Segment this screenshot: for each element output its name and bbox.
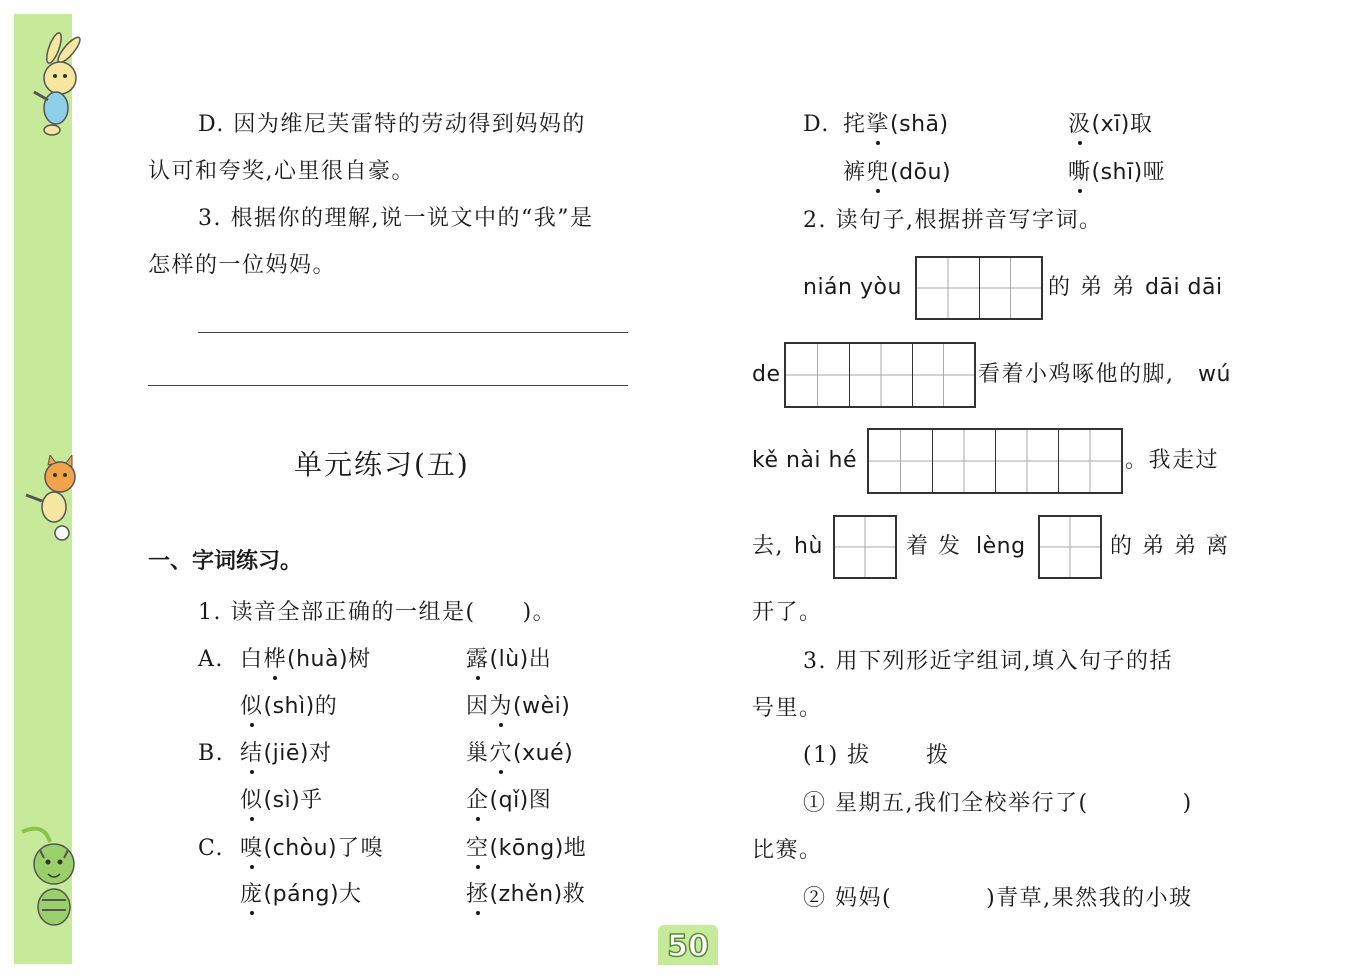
q2-stem: 2. 读句子,根据拼音写字词。 [803,208,1103,233]
option-b-word3: 似(sì)乎 [240,786,324,816]
option-d-word3: 裤兜(dōu) [843,158,951,188]
writing-grid-wu-ke-nai-he[interactable] [867,428,1123,494]
q3-right-line1: 3. 用下列形近字组词,填入句子的括 [803,649,1173,674]
writing-grid-dai-dai-de[interactable] [784,342,976,408]
rabbit-mascot-icon [14,30,86,140]
sentence1-line1: ① 星期五,我们全校举行了( ) [803,791,1193,816]
option-a-word2: 露(lù)出 [466,645,552,675]
option-c-word2: 空(kōng)地 [466,834,587,864]
writing-grid-hu[interactable] [833,515,897,579]
sentence2-line1: ② 妈妈( )青草,果然我的小玻 [803,886,1193,911]
option-a-word4: 因为(wèi) [466,692,570,722]
option-c-word1: 嗅(chòu)了嗅 [240,834,384,864]
unit-title: 单元练习(五) [294,448,470,481]
section-title: 一、字词练习。 [148,549,303,574]
answer-line-2[interactable] [148,385,628,386]
option-d-label: D. [803,112,830,137]
option-b-label: B. [198,741,225,766]
row4-text-didi-li: 的 弟 弟 离 [1110,534,1230,559]
q2-option-d-line2: 认可和夸奖,心里很自豪。 [148,159,415,184]
pinyin-ke-nai-he: kě nài hé [752,448,857,473]
q1-stem: 1. 读音全部正确的一组是( )。 [198,600,557,625]
row4-text-qu: 去, [752,534,784,559]
q2-option-d-line1: D. 因为维尼芙雷特的劳动得到妈妈的 [198,112,586,137]
option-c-word4: 拯(zhěn)救 [466,880,586,910]
option-c-word3: 庞(páng)大 [240,880,363,910]
row1-text: 的 弟 弟 [1048,275,1136,300]
option-a-word3: 似(shì)的 [240,692,338,722]
option-c-label: C. [198,836,225,861]
option-a-word1: 白桦(huà)树 [240,645,372,675]
option-a-label: A. [198,647,224,672]
fox-mascot-icon [14,455,86,545]
pinyin-de: de [752,362,781,387]
option-b-word1: 结(jiē)对 [240,739,332,769]
q3-line2: 怎样的一位妈妈。 [148,253,337,278]
pinyin-leng: lèng [976,534,1026,559]
q3-right-line2: 号里。 [752,696,823,721]
writing-grid-nian-you[interactable] [915,256,1043,320]
sentence1-line2: 比赛。 [752,838,823,863]
q3-line1: 3. 根据你的理解,说一说文中的“我”是 [198,206,594,231]
q3-char-pair: (1) 拔 拨 [803,743,950,768]
pinyin-dai-dai: dāi dāi [1145,275,1223,300]
option-b-word4: 企(qǐ)图 [466,786,552,816]
writing-grid-leng[interactable] [1038,515,1102,579]
pinyin-wu: wú [1198,362,1231,387]
option-b-word2: 巢穴(xué) [466,739,573,769]
page-number: 50 [658,925,718,965]
option-d-word4: 嘶(shī)哑 [1068,158,1166,188]
option-d-word1: 挓挲(shā) [843,110,949,140]
row5-text: 开了。 [752,600,823,625]
pinyin-hu: hù [794,534,823,559]
row4-text-zhe-fa: 着 发 [906,534,962,559]
option-d-word2: 汲(xī)取 [1068,110,1153,140]
tiger-mascot-icon [14,822,86,932]
answer-line-1[interactable] [198,332,628,333]
row3-text: 。我走过 [1125,448,1220,473]
pinyin-nian-you: nián yòu [803,275,902,300]
row2-text: 看着小鸡啄他的脚, [978,362,1175,387]
